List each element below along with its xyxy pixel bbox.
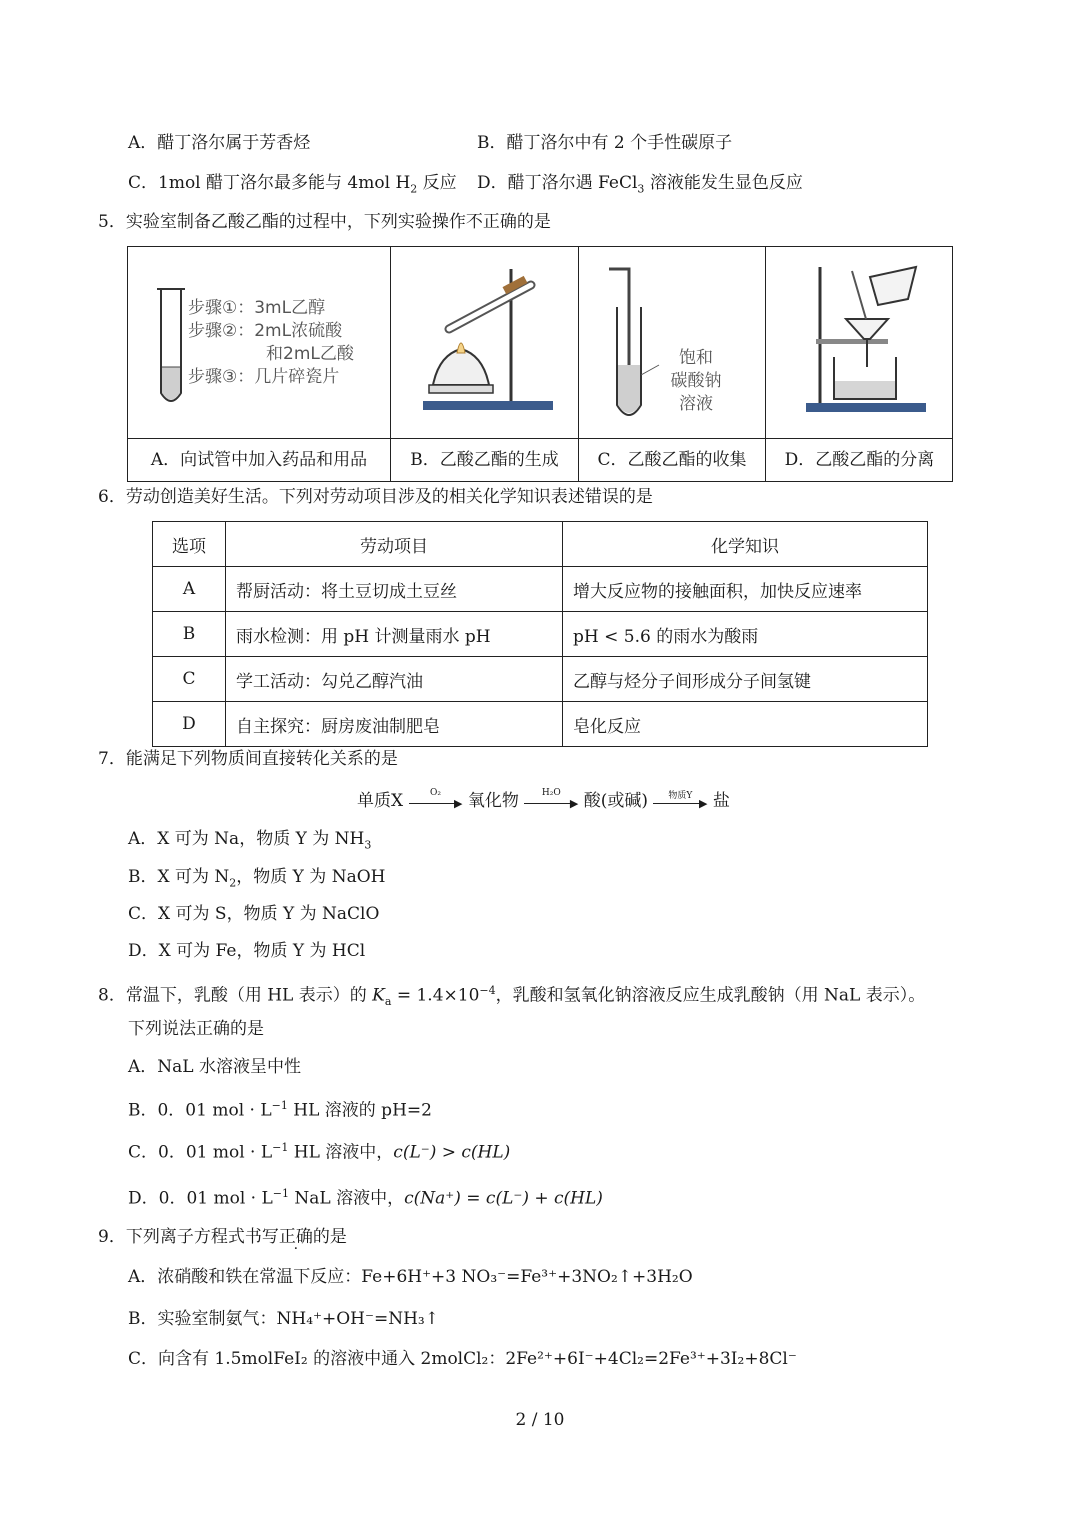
q7-option-b: B．X 可为 $N_2$，物质 Y 为 NaOH <box>128 867 386 890</box>
row-option: A <box>153 567 226 612</box>
q8-option-c: C．0．01 mol · $L^{-1}$ HL 溶液中，c(L⁻) > c(HL) <box>128 1141 511 1163</box>
row-knowledge: pH < 5.6 的雨水为酸雨 <box>563 612 928 657</box>
q4-option-a: A．醋丁洛尔属于芳香烃 <box>128 133 311 153</box>
q5-label-c: 饱和 碳酸钠 溶液 <box>670 348 722 414</box>
q5-figure-d <box>766 247 953 438</box>
q7-option-c: C．X 可为 S，物质 Y 为 NaClO <box>128 904 380 924</box>
page-number: 2 / 10 <box>515 1410 565 1430</box>
header-knowledge: 化学知识 <box>563 522 928 567</box>
arrow-icon: H₂O ▶ <box>524 792 578 812</box>
q9-option-b: B．实验室制氨气：NH₄⁺+OH⁻=NH₃↑ <box>128 1309 439 1329</box>
table-row <box>153 657 928 702</box>
header-option: 选项 <box>153 522 226 567</box>
q5-figure-a <box>128 247 391 438</box>
arrow-icon: O₂ ▶ <box>409 792 463 812</box>
table-row <box>153 702 928 747</box>
q5-figure-b <box>391 247 579 438</box>
table-row <box>153 567 928 612</box>
q5-experiment-table <box>127 246 953 482</box>
q6-table <box>152 521 928 747</box>
row-option: B <box>153 612 226 657</box>
q9-stem: 9．下列离子方程式书写正确的是 <box>98 1227 347 1247</box>
q8-option-b: B．0．01 mol · $L^{-1}$ HL 溶液的 pH=2 <box>128 1099 432 1121</box>
row-knowledge: 增大反应物的接触面积，加快反应速率 <box>563 567 928 612</box>
q8-option-a: A．NaL 水溶液呈中性 <box>128 1057 301 1077</box>
table-row <box>153 612 928 657</box>
q5-steps: 步骤①：3mL乙醇 步骤②：2mL浓硫酸 和2mL乙酸 步骤③：几片碎瓷片 <box>188 298 354 387</box>
q8-stem-2: 下列说法正确的是 <box>128 1019 264 1039</box>
q5-caption-c: C．乙酸乙酯的收集 <box>579 438 766 482</box>
row-knowledge: 乙醇与烃分子间形成分子间氢键 <box>563 657 928 702</box>
q6-stem: 6．劳动创造美好生活。下列对劳动项目涉及的相关化学知识表述错误的是 <box>98 487 653 507</box>
header-labor: 劳动项目 <box>226 522 563 567</box>
q4-option-d: D．醋丁洛尔遇 FeCl$_3$ 溶液能发生显色反应 <box>477 173 803 196</box>
q9-option-c: C．向含有 1.5molFeI₂ 的溶液中通入 2molCl₂：2Fe²⁺+6I⁻+4Cl₂=2Fe³⁺+3I₂+8Cl⁻ <box>128 1349 797 1369</box>
q9-option-a: A．浓硝酸和铁在常温下反应：Fe+6H⁺+3 NO₃⁻=Fe³⁺+3NO₂↑+3H₂O <box>128 1267 693 1287</box>
q8-stem: 8．常温下，乳酸（用 HL 表示）的 $K_a = 1.4\times 10^{-4}$，乳酸和氢氧化钠溶液反应生成乳酸钠（用 NaL 表示）。 <box>98 984 926 1009</box>
q5-caption-b: B．乙酸乙酯的生成 <box>391 438 579 482</box>
row-labor: 学工活动：勾兑乙醇汽油 <box>226 657 563 702</box>
q7-option-d: D．X 可为 Fe，物质 Y 为 HCl <box>128 941 366 961</box>
arrow-icon: 物质Y ▶ <box>653 792 707 812</box>
heating-apparatus-icon <box>391 247 579 438</box>
q7-stem: 7．能满足下列物质间直接转化关系的是 <box>98 749 398 769</box>
q8-option-d: D．0．01 mol · $L^{-1}$ NaL 溶液中，c(Na⁺) = c(L⁻) + c(HL) <box>128 1187 603 1209</box>
q7-option-a: A．X 可为 Na，物质 Y 为 $NH_3$ <box>128 829 372 852</box>
q5-caption-d: D．乙酸乙酯的分离 <box>766 438 953 482</box>
q5-stem: 5．实验室制备乙酸乙酯的过程中，下列实验操作不正确的是 <box>98 212 551 232</box>
separatory-funnel-icon <box>766 247 953 438</box>
q4-option-b: B．醋丁洛尔中有 2 个手性碳原子 <box>477 133 733 153</box>
row-option: D <box>153 702 226 747</box>
q7-reaction-chain: 单质X O₂ ▶ 氧化物 H₂O ▶ 酸(或碱) 物质Y ▶ 盐 <box>357 787 730 811</box>
row-labor: 雨水检测：用 pH 计测量雨水 pH <box>226 612 563 657</box>
q5-caption-a: A．向试管中加入药品和用品 <box>128 438 391 482</box>
row-labor: 自主探究：厨房废油制肥皂 <box>226 702 563 747</box>
table-header-row <box>153 522 928 567</box>
row-knowledge: 皂化反应 <box>563 702 928 747</box>
row-option: C <box>153 657 226 702</box>
q4-option-c: C．1mol 醋丁洛尔最多能与 4mol $H_2$ 反应 <box>128 173 457 196</box>
q5-figure-c <box>579 247 766 438</box>
row-labor: 帮厨活动：将土豆切成土豆丝 <box>226 567 563 612</box>
